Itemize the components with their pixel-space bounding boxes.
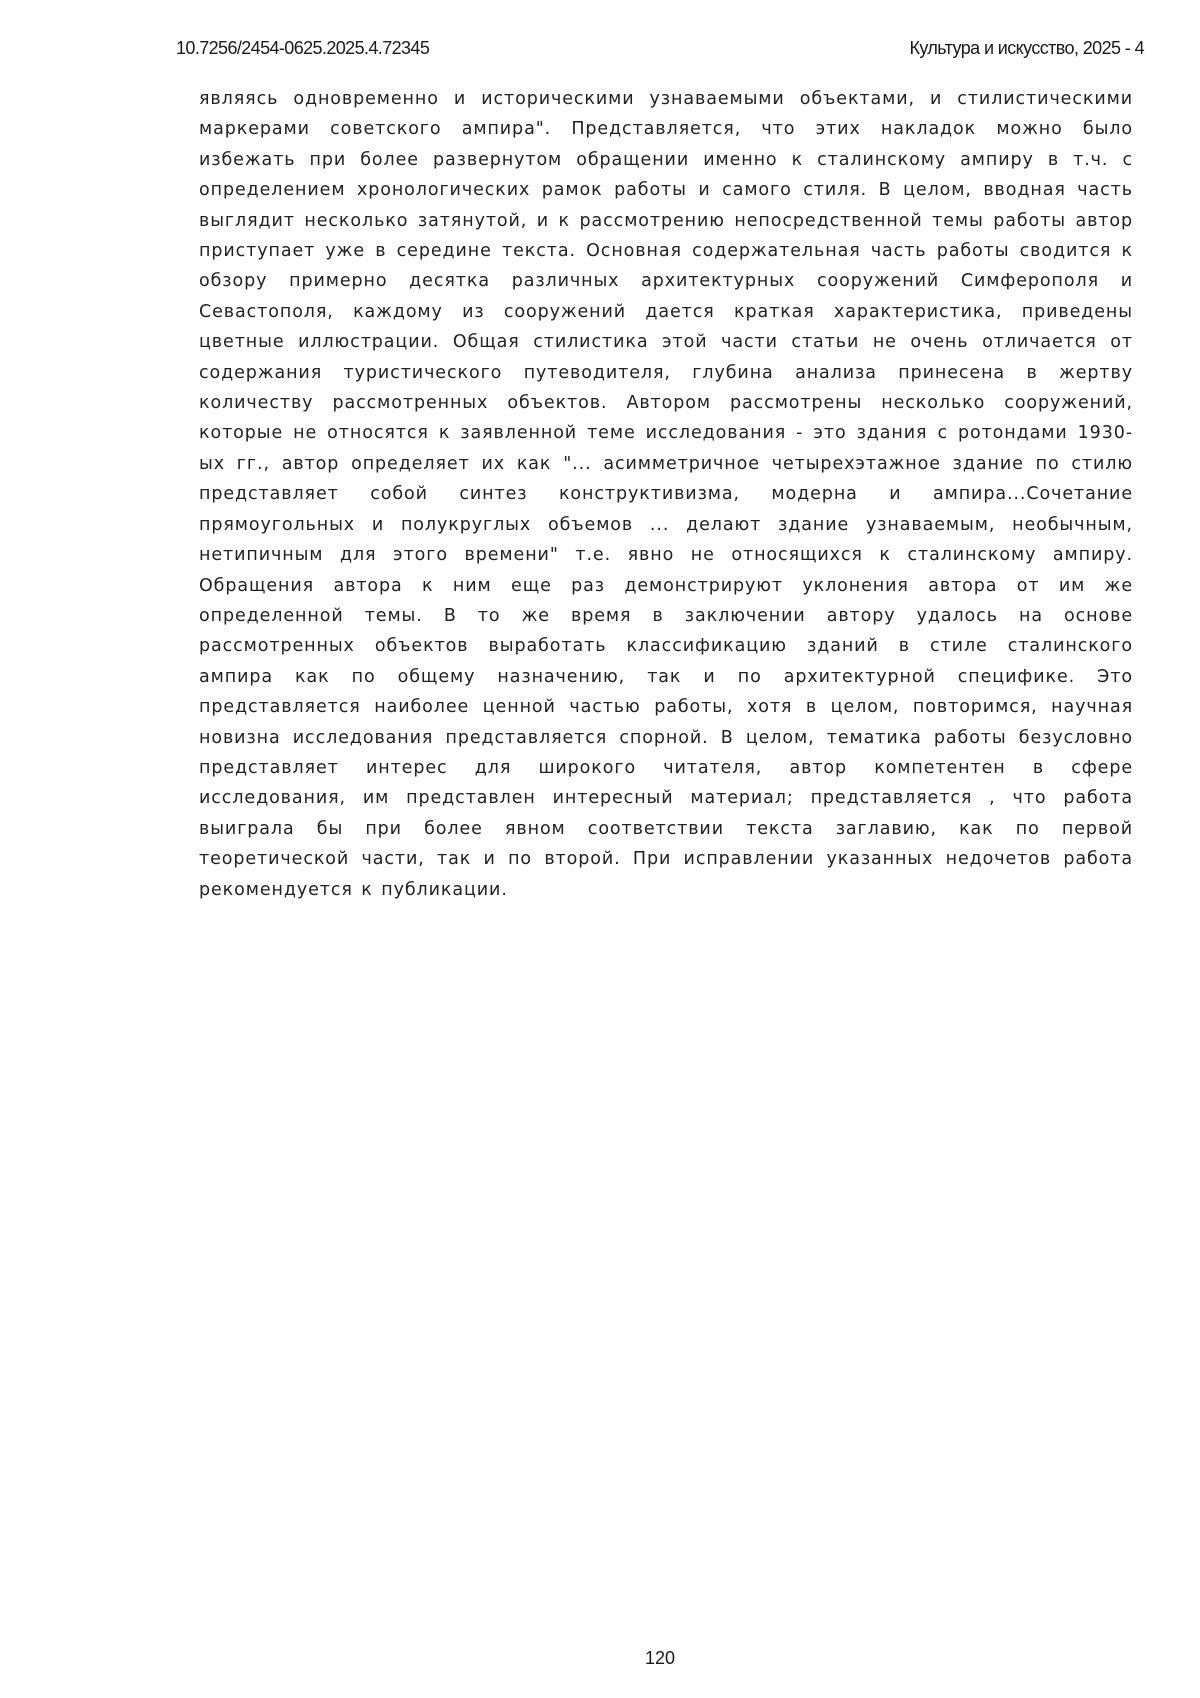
body-paragraph: являясь одновременно и историческими узнаваемыми объектами, и стилистическими маркерами советского ампира". Представляется, что этих накладок можно было избежать при более развернутом обращении именно к сталинскому ампиру в т.ч. с определением хронологических рамок работы и самого стиля. В целом, вводная часть выглядит несколько затянутой, и к рассмотрению непосредственной темы работы автор приступает уже в середине текста. Основная содержательная часть работы сводится к обзору примерно десятка различных архитектурных сооружений Симферополя и Севастополя, каждому из сооружений дается краткая характеристика, приведены цветные иллюстрации. Общая стилистика этой части статьи не очень отличается от содержания туристического путеводителя, глубина анализа принесена в жертву количеству рассмотренных объектов. Автором рассмотрены несколько сооружений, которые не относятся к заявленной теме исследования - это здания с ротондами 1930-ых гг., автор определяет их как "... асимметричное четырехэтажное здание по стилю представляет собой синтез конструктивизма, модерна и ампира...Сочетание прямоугольных и полукруглых объемов ... делают здание узнаваемым, необычным, нетипичным для этого времени" т.е. явно не относящихся к сталинскому ампиру. Обращения автора к ним еще раз демонстрируют уклонения автора от им же определенной темы. В то же время в заключении автору удалось на основе рассмотренных объектов выработать классификацию зданий в стиле сталинского ампира как по общему назначению, так и по архитектурной специфике. Это представляется наиболее ценной частью работы, хотя в целом, повторимся, научная новизна исследования представляется спорной. В целом, тематика работы безусловно представляет интерес для широкого читателя, автор компетентен в сфере исследования, им представлен интересный материал; представляется , что работа выиграла бы при более явном соответствии текста заглавию, как по первой теоретической части, так и по второй. При исправлении указанных недочетов работа рекомендуется к публикации. xyxy=(199,89,1133,900)
journal-title: Культура и искусство, 2025 - 4 xyxy=(909,38,1144,58)
page-number: 120 xyxy=(644,1648,676,1668)
page-header xyxy=(176,38,1144,62)
doi-label: 10.7256/2454-0625.2025.4.72345 xyxy=(176,38,430,58)
